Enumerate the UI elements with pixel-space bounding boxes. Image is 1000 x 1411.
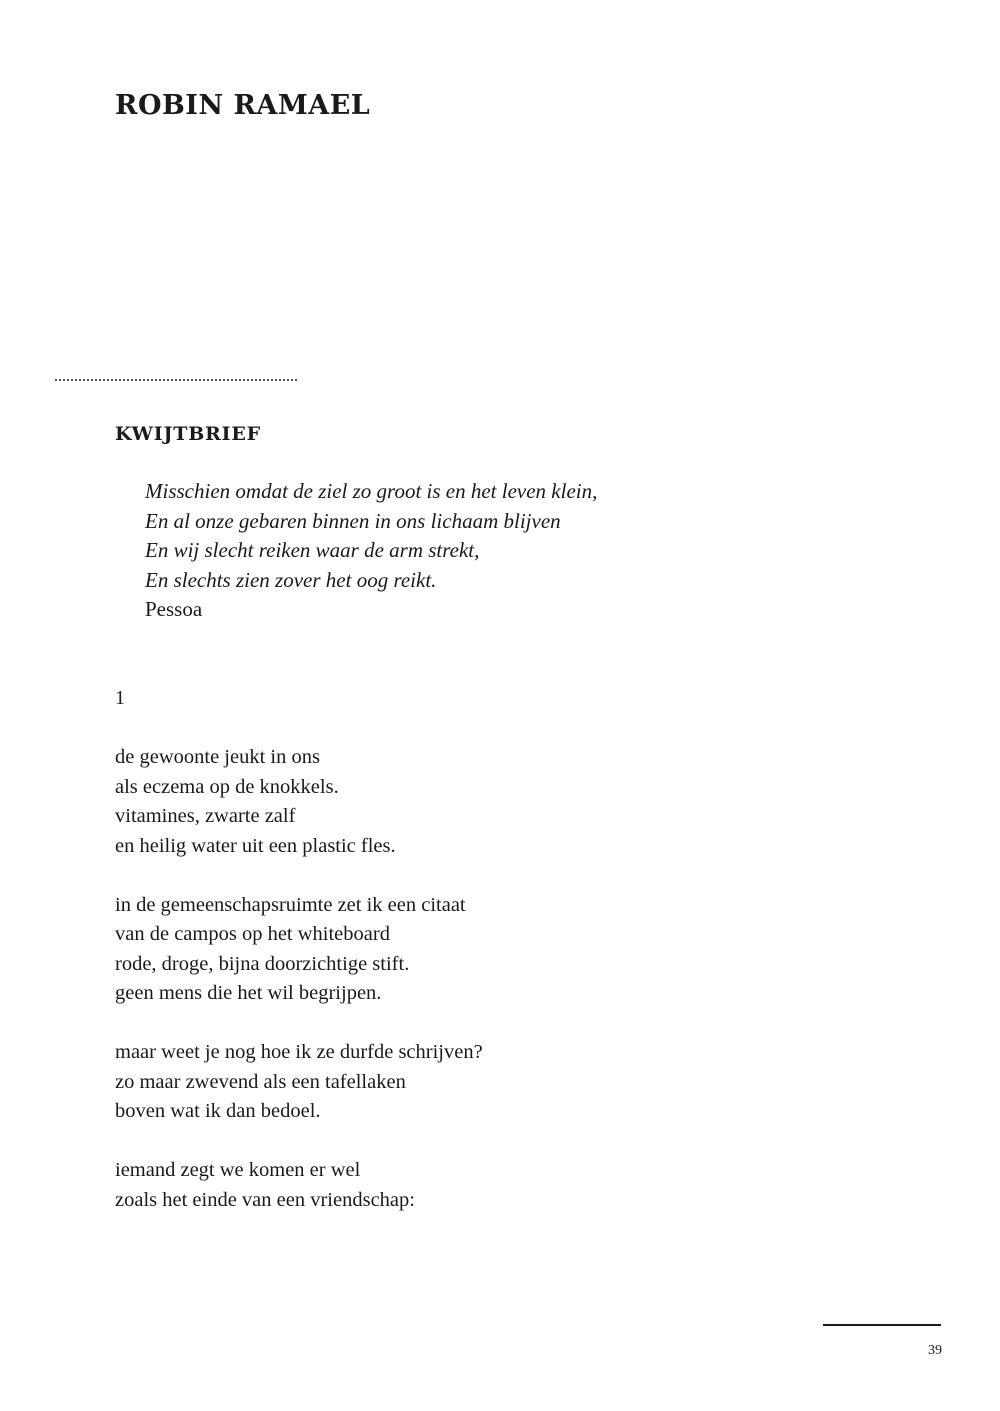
section-number: 1 bbox=[115, 687, 125, 709]
epigraph bbox=[145, 477, 597, 625]
epigraph-line: En al onze gebaren binnen in ons lichaam blijven bbox=[145, 508, 561, 533]
epigraph-line: Misschien omdat de ziel zo groot is en het leven klein, bbox=[145, 479, 598, 503]
poem-line: in de gemeenschapsruimte zet ik een citaat bbox=[115, 893, 466, 916]
poem-line: vitamines, zwarte zalf bbox=[115, 805, 296, 827]
stanza bbox=[115, 891, 483, 1009]
poem-body bbox=[115, 743, 483, 1245]
epigraph-attribution: Pessoa bbox=[145, 597, 203, 621]
poem-line: maar weet je nog hoe ik ze durfde schrijven? bbox=[115, 1041, 483, 1063]
stanza bbox=[115, 743, 483, 861]
epigraph-line: En slechts zien zover het oog reikt. bbox=[145, 567, 437, 592]
epigraph-line: En wij slecht reiken waar de arm strekt, bbox=[145, 538, 480, 562]
stanza bbox=[115, 1038, 483, 1127]
poem-line: zo maar zwevend als een tafellaken bbox=[115, 1070, 406, 1093]
poem-line: en heilig water uit een plastic fles. bbox=[115, 834, 396, 857]
poem-line: zoals het einde van een vriendschap: bbox=[115, 1188, 415, 1211]
author-name: ROBIN RAMAEL bbox=[115, 90, 371, 121]
poem-title: KWIJTBRIEF bbox=[115, 423, 261, 445]
poem-line: iemand zegt we komen er wel bbox=[115, 1159, 361, 1181]
footer-rule bbox=[823, 1324, 941, 1326]
page-number: 39 bbox=[928, 1343, 942, 1358]
dotted-divider bbox=[55, 379, 297, 381]
poem-line: rode, droge, bijna doorzichtige stift. bbox=[115, 952, 410, 975]
poem-line: van de campos op het whiteboard bbox=[115, 923, 390, 945]
poem-line: boven wat ik dan bedoel. bbox=[115, 1100, 321, 1122]
poem-line: de gewoonte jeukt in ons bbox=[115, 746, 320, 768]
poem-line: als eczema op de knokkels. bbox=[115, 775, 339, 798]
stanza bbox=[115, 1156, 483, 1215]
poem-line: geen mens die het wil begrijpen. bbox=[115, 982, 382, 1004]
